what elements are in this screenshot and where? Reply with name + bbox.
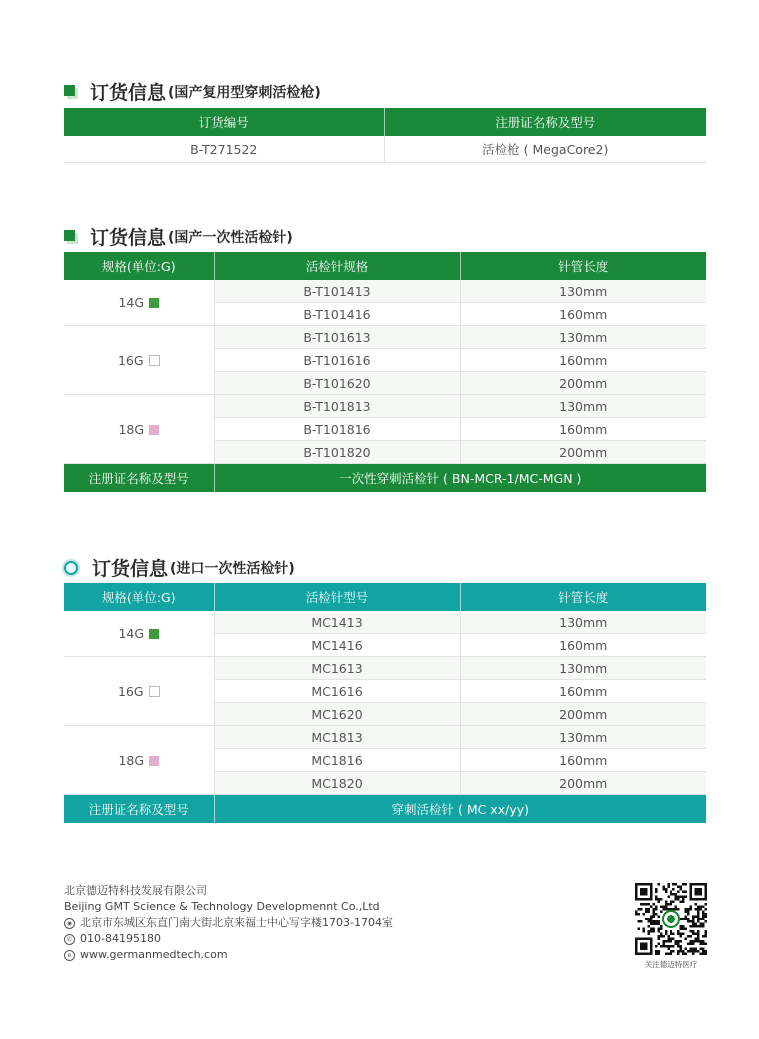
website-link[interactable]: www.germanmedtech.com xyxy=(80,948,228,961)
address-text: 北京市东城区东直门南大街北京来福士中心写字楼1703-1704室 xyxy=(80,916,393,929)
color-swatch xyxy=(149,355,160,366)
model-cell: MC1616 xyxy=(214,680,460,703)
section1-subtitle: (国产复用型穿刺活检枪) xyxy=(168,84,321,101)
location-icon: ◉ xyxy=(64,918,75,929)
size-cell xyxy=(64,326,214,395)
length-cell: 160mm xyxy=(460,349,706,372)
registration-label: 注册证名称及型号 xyxy=(64,464,214,493)
length-cell: 200mm xyxy=(460,772,706,795)
length-cell: 130mm xyxy=(460,726,706,749)
col-length: 针管长度 xyxy=(460,583,706,611)
color-swatch xyxy=(149,298,159,308)
length-cell: 160mm xyxy=(460,680,706,703)
order-number-cell: B-T271522 xyxy=(64,136,384,163)
size-cell xyxy=(64,395,214,464)
phone-text: 010-84195180 xyxy=(80,932,161,945)
color-swatch xyxy=(149,756,159,766)
length-cell: 200mm xyxy=(460,441,706,464)
registration-label: 注册证名称及型号 xyxy=(64,795,214,824)
color-swatch xyxy=(149,629,159,639)
square-bullet-icon xyxy=(64,230,78,244)
model-cell: MC1416 xyxy=(214,634,460,657)
size-cell xyxy=(64,280,214,326)
length-cell: 160mm xyxy=(460,749,706,772)
size-label: 14G xyxy=(118,295,145,310)
table-row xyxy=(64,611,706,634)
color-swatch xyxy=(149,425,159,435)
size-label: 18G xyxy=(118,421,145,437)
address-line xyxy=(64,915,393,931)
col-size: 规格(单位:G) xyxy=(64,252,214,280)
table-row xyxy=(64,726,706,749)
model-cell: B-T101616 xyxy=(214,349,460,372)
square-bullet-icon xyxy=(64,85,78,99)
section2-title xyxy=(64,223,293,250)
model-cell: MC1816 xyxy=(214,749,460,772)
table-row xyxy=(64,657,706,680)
phone-line xyxy=(64,931,393,947)
length-cell: 130mm xyxy=(460,657,706,680)
section3-title xyxy=(64,554,295,581)
table-row xyxy=(64,280,706,303)
company-en: Beijing GMT Science & Technology Developmennt Co.,Ltd xyxy=(64,900,380,913)
length-cell: 160mm xyxy=(460,634,706,657)
size-cell xyxy=(64,657,214,726)
length-cell: 130mm xyxy=(460,326,706,349)
registration-row xyxy=(64,464,706,493)
qr-code-icon xyxy=(635,883,707,955)
col-order-number: 订货编号 xyxy=(64,108,384,136)
color-swatch xyxy=(149,686,160,697)
length-cell: 160mm xyxy=(460,418,706,441)
registration-value: 穿刺活检针 ( MC xx/yy) xyxy=(214,795,706,824)
model-cell: MC1620 xyxy=(214,703,460,726)
size-cell xyxy=(64,726,214,795)
size-label: 16G xyxy=(117,683,144,699)
model-cell: MC1613 xyxy=(214,657,460,680)
registration-row xyxy=(64,795,706,824)
model-cell: B-T101620 xyxy=(214,372,460,395)
length-cell: 160mm xyxy=(460,303,706,326)
section1-heading: 订货信息 xyxy=(90,82,167,104)
registration-value: 一次性穿刺活检针 ( BN-MCR-1/MC-MGN ) xyxy=(214,464,706,493)
order-table-reusable-gun xyxy=(64,108,706,163)
section2-subtitle: (国产一次性活检针) xyxy=(168,229,293,246)
length-cell: 130mm xyxy=(460,395,706,418)
col-model: 活检针规格 xyxy=(214,252,460,280)
website-line xyxy=(64,947,393,963)
table-row xyxy=(64,395,706,418)
size-label: 14G xyxy=(118,626,145,641)
length-cell: 200mm xyxy=(460,703,706,726)
phone-icon: ✆ xyxy=(64,934,75,945)
length-cell: 130mm xyxy=(460,611,706,634)
order-table-imported-needle xyxy=(64,583,706,823)
model-cell: B-T101613 xyxy=(214,326,460,349)
length-cell: 200mm xyxy=(460,372,706,395)
order-table-domestic-needle xyxy=(64,252,706,492)
size-cell xyxy=(64,611,214,657)
col-length: 针管长度 xyxy=(460,252,706,280)
section2-heading: 订货信息 xyxy=(90,227,167,249)
model-cell: B-T101413 xyxy=(214,280,460,303)
qr-label: 关注德迈特医疗 xyxy=(644,960,698,969)
section1-title xyxy=(64,78,321,105)
model-cell: B-T101820 xyxy=(214,441,460,464)
model-cell: B-T101816 xyxy=(214,418,460,441)
col-registration: 注册证名称及型号 xyxy=(384,108,706,136)
size-label: 16G xyxy=(117,352,144,368)
model-cell: MC1820 xyxy=(214,772,460,795)
model-cell: B-T101813 xyxy=(214,395,460,418)
length-cell: 130mm xyxy=(460,280,706,303)
ring-bullet-icon xyxy=(64,561,78,575)
globe-icon: e xyxy=(64,950,75,961)
table-row xyxy=(64,326,706,349)
size-label: 18G xyxy=(118,752,145,768)
section3-heading: 订货信息 xyxy=(92,558,169,580)
registration-cell: 活检枪 ( MegaCore2) xyxy=(384,136,706,163)
section3-subtitle: (进口一次性活检针) xyxy=(170,560,295,577)
footer-contact xyxy=(64,883,393,963)
company-cn: 北京德迈特科技发展有限公司 xyxy=(64,884,207,897)
model-cell: MC1813 xyxy=(214,726,460,749)
col-size: 规格(单位:G) xyxy=(64,583,214,611)
col-model: 活检针型号 xyxy=(214,583,460,611)
model-cell: MC1413 xyxy=(214,611,460,634)
model-cell: B-T101416 xyxy=(214,303,460,326)
